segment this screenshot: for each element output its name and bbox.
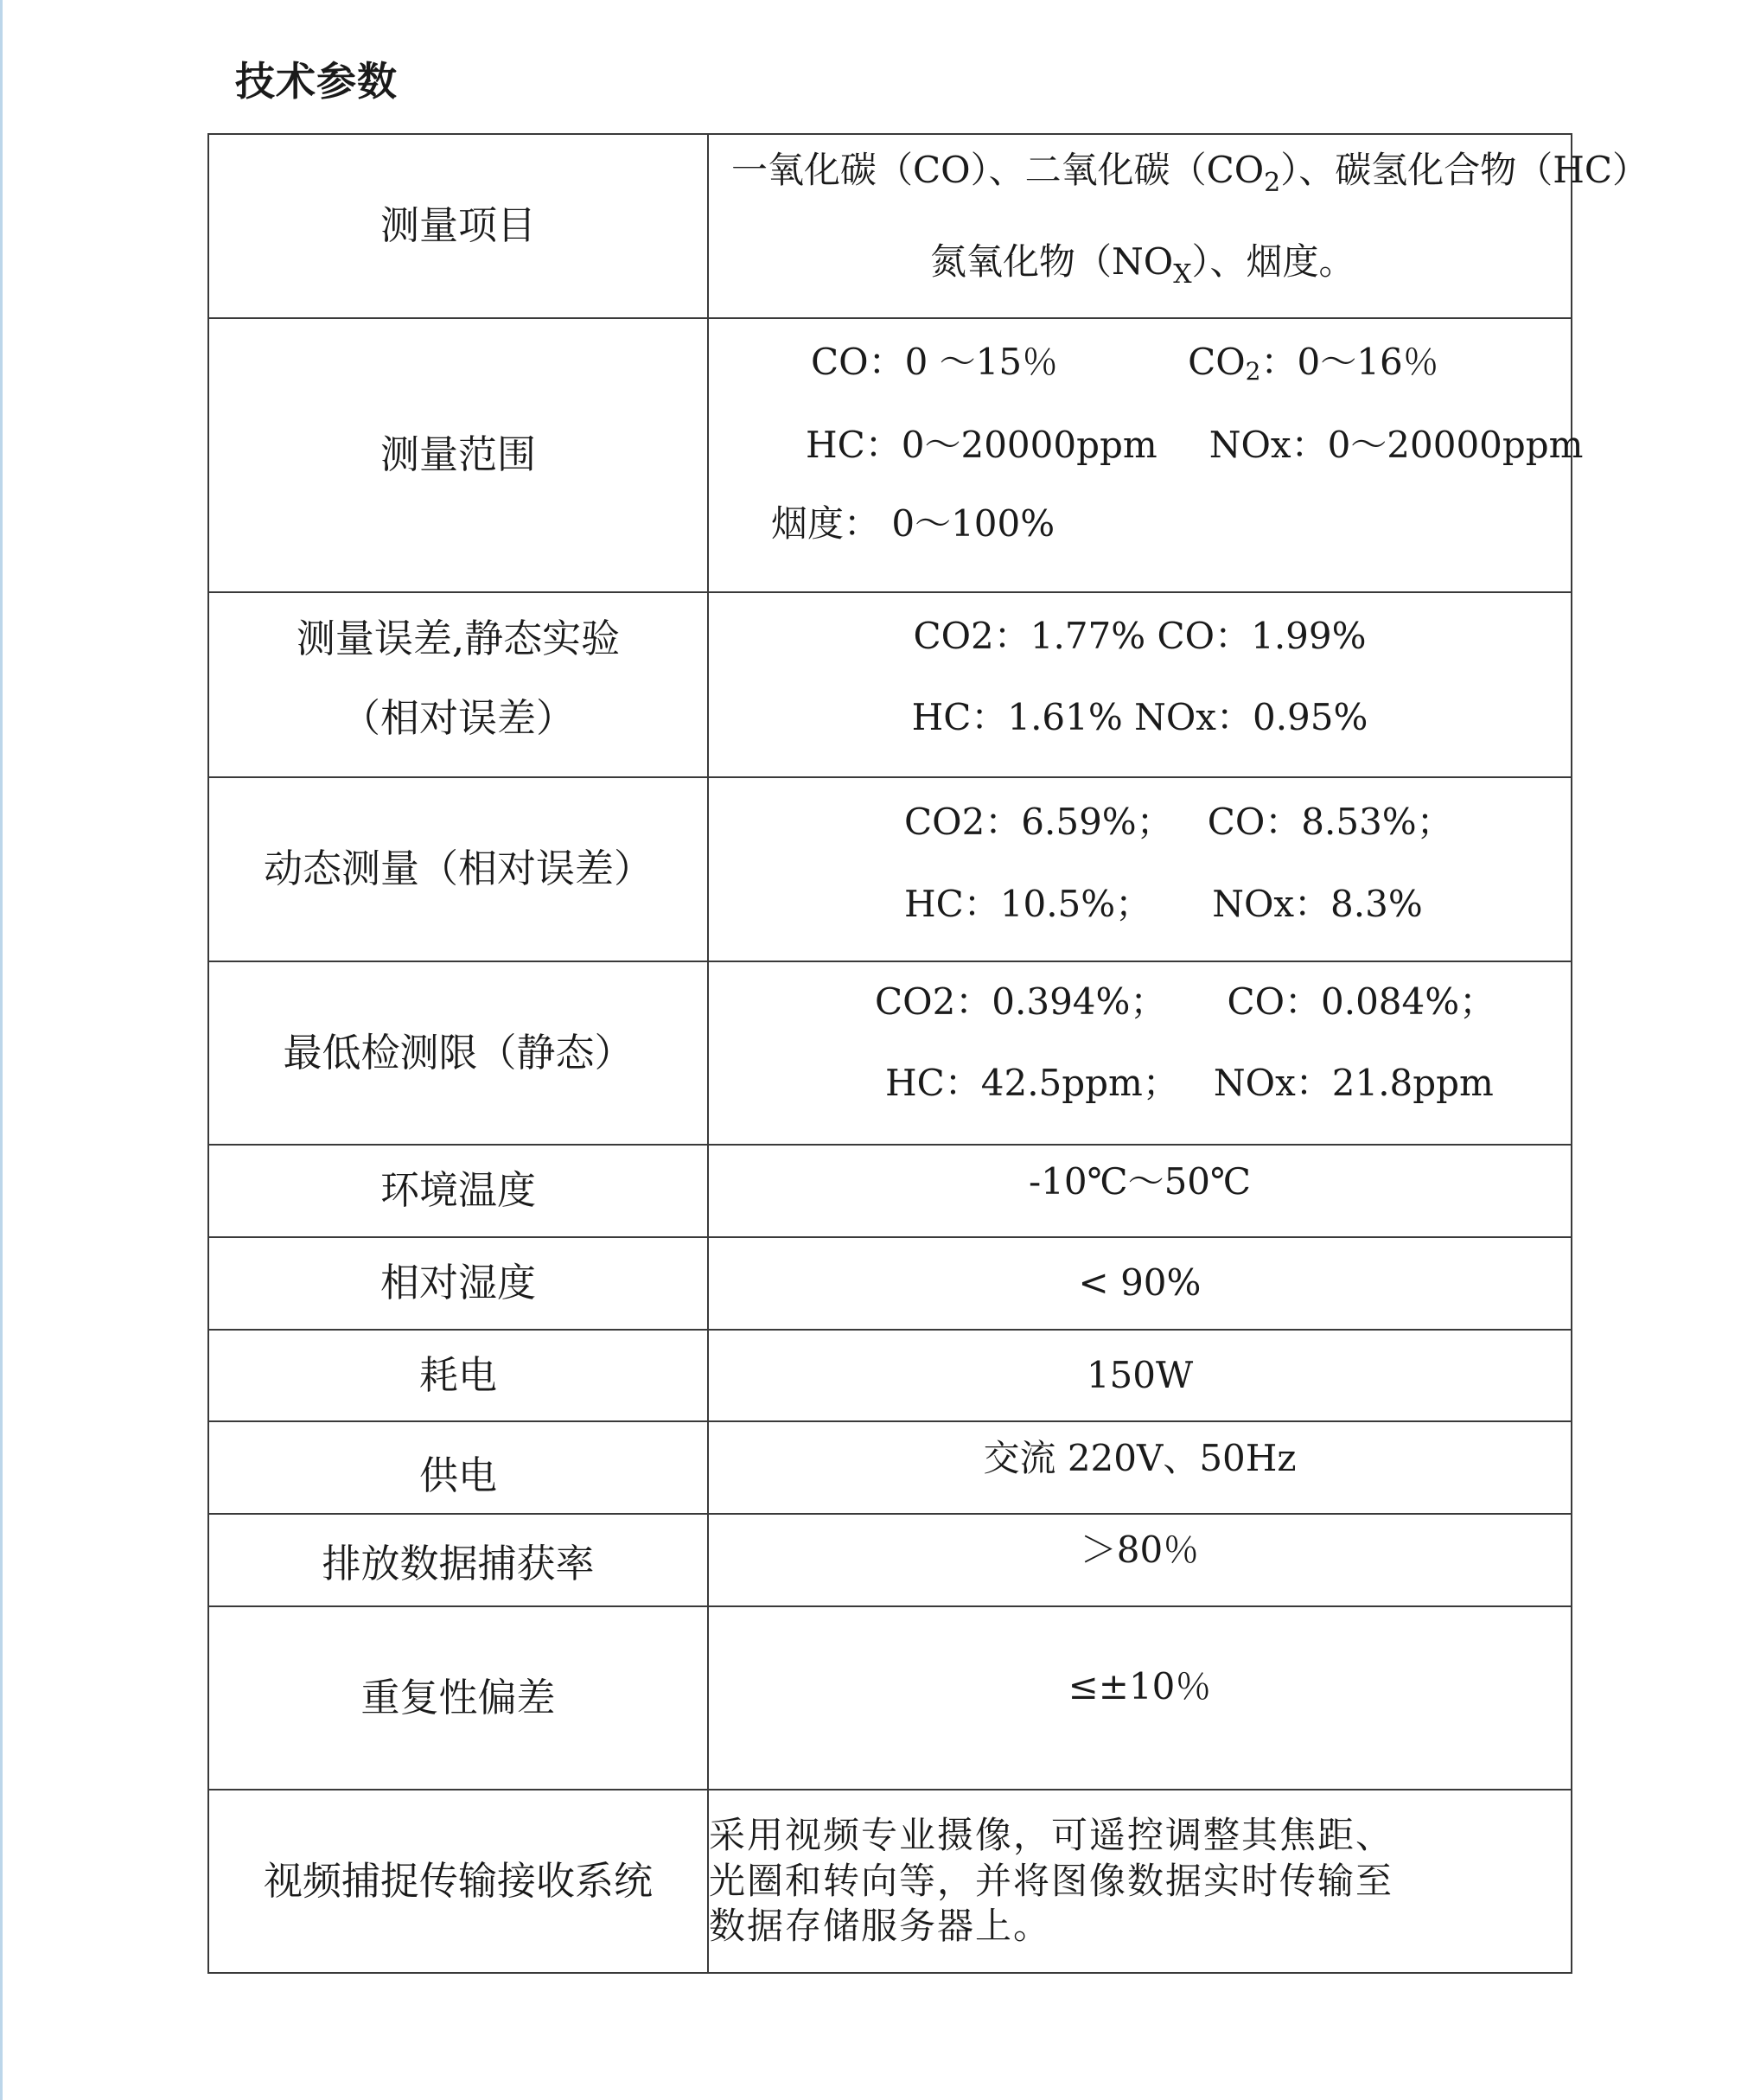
row-label: 排放数据捕获率 <box>208 1514 708 1606</box>
row-label: 测量范围 <box>208 318 708 592</box>
table-row <box>208 134 1572 318</box>
table-row <box>208 1421 1572 1514</box>
row-value <box>708 134 1649 318</box>
row-value: < 90% <box>708 1237 1572 1330</box>
value-line: CO2：0.394%； CO：0.084%； <box>875 980 1496 1023</box>
row-value <box>708 961 1572 1145</box>
label-line: 测量误差,静态实验 <box>296 615 621 661</box>
value-line: HC：0～20000ppm NOx：0～20000ppm <box>806 424 1584 466</box>
value-line: 烟度： 0～100% <box>771 501 1055 545</box>
value-line: HC：42.5ppm； NOx：21.8ppm <box>885 1062 1494 1104</box>
table-row <box>208 592 1572 777</box>
row-value <box>708 318 1584 592</box>
row-label: 相对湿度 <box>208 1237 708 1330</box>
value-line: CO2：6.59%； CO：8.53%； <box>904 801 1453 843</box>
value-line: CO：0 ～15％ CO2：0～16％ <box>811 341 1439 386</box>
row-label: 重复性偏差 <box>208 1606 708 1790</box>
page-title: 技术参数 <box>235 58 398 105</box>
row-label: 环境温度 <box>208 1145 708 1237</box>
row-value <box>708 777 1572 961</box>
value-line: 光圈和转向等，并将图像数据实时传输至 <box>709 1859 1394 1902</box>
value-line: 一氧化碳（CO）、二氧化碳$(CO_2)$、碳氢化合物（HC） <box>731 149 1649 198</box>
table-row <box>208 777 1572 961</box>
value-line: HC：1.61% NOx：0.95% <box>911 696 1368 738</box>
table-row <box>208 1145 1572 1237</box>
value-line: 氮氧化物$(NO_X)$、烟度。 <box>930 239 1355 290</box>
row-value: ≤±10％ <box>708 1606 1572 1790</box>
row-label <box>208 592 708 777</box>
row-label: 视频捕捉传输接收系统 <box>208 1790 708 1973</box>
row-value: ＞80％ <box>708 1514 1572 1606</box>
table-row <box>208 1237 1572 1330</box>
label-line: （相对误差） <box>341 695 575 741</box>
table-row <box>208 318 1572 592</box>
table-row <box>208 1330 1572 1421</box>
table-row <box>208 1790 1572 1973</box>
row-value: -10℃～50℃ <box>708 1145 1572 1237</box>
spec-table <box>207 133 1649 1974</box>
row-label: 耗电 <box>208 1330 708 1421</box>
value-line: CO2：1.77% CO：1.99% <box>913 614 1367 657</box>
row-label: 供电 <box>208 1421 708 1514</box>
left-edge-bar <box>0 0 3 2100</box>
row-label: 最低检测限（静态） <box>208 961 708 1145</box>
value-line: 数据存储服务器上。 <box>709 1905 1052 1948</box>
row-value: 150W <box>708 1330 1572 1421</box>
row-value: 交流 220V、50Hz <box>708 1421 1572 1514</box>
row-label: 测量项目 <box>208 134 708 318</box>
row-value <box>708 592 1572 777</box>
value-line: HC：10.5%； NOx：8.3% <box>904 882 1423 925</box>
table-row <box>208 961 1572 1145</box>
row-label: 动态测量（相对误差） <box>208 777 708 961</box>
row-value <box>708 1790 1572 1973</box>
table-row <box>208 1606 1572 1790</box>
table-row <box>208 1514 1572 1606</box>
value-line: 采用视频专业摄像，可遥控调整其焦距、 <box>709 1814 1394 1857</box>
